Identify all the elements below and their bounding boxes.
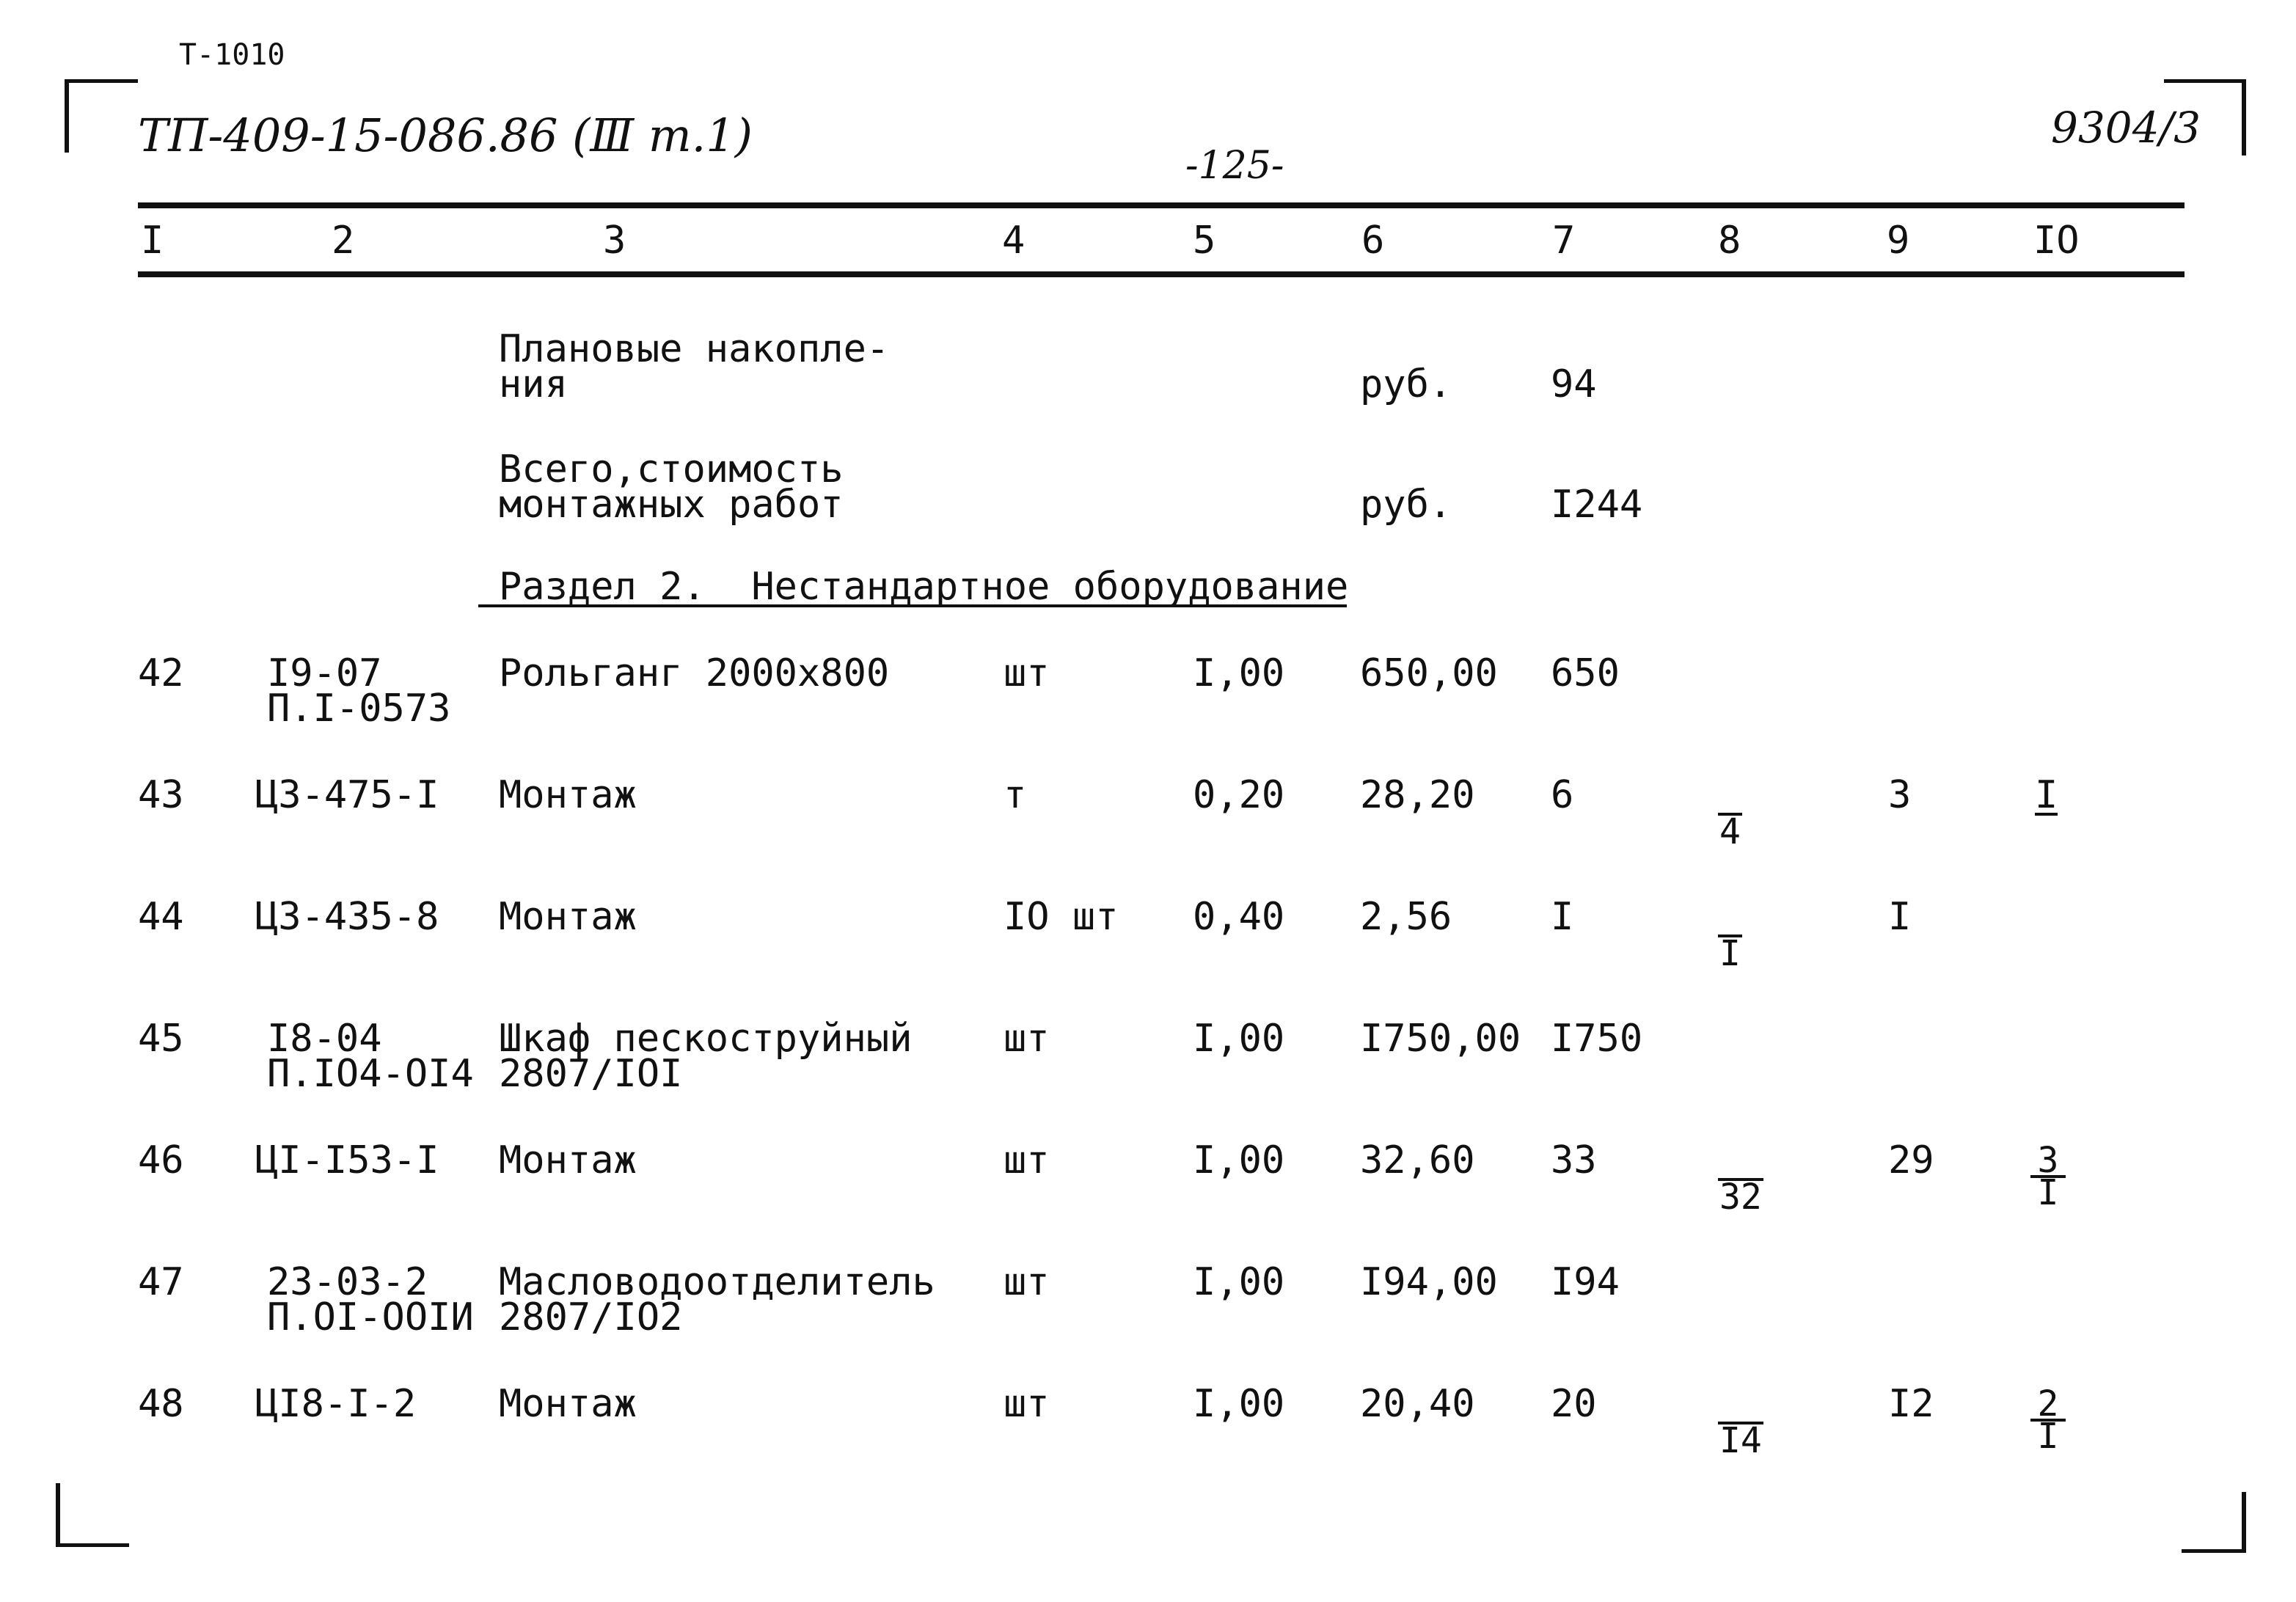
row-quantity: I,00: [1193, 1017, 1285, 1061]
row-unit-price: 20,40: [1360, 1382, 1475, 1426]
summary-unit: руб.: [1360, 362, 1452, 406]
row-name: Монтаж: [499, 1382, 637, 1426]
row-col9-value: 29: [1888, 1138, 1934, 1182]
row-unit-price: 650,00: [1360, 651, 1498, 695]
row-number: 45: [138, 1017, 184, 1061]
table-rule-header: [138, 271, 2185, 277]
row-unit: шт: [1003, 1017, 1050, 1061]
row-quantity: I,00: [1193, 1260, 1285, 1304]
row-total: 33: [1551, 1138, 1597, 1182]
row-code: I8-04 П.IO4-OI4: [267, 1017, 474, 1096]
column-header: 2: [332, 219, 355, 263]
row-unit-price: 32,60: [1360, 1138, 1475, 1182]
row-number: 47: [138, 1260, 184, 1304]
row-quantity: I,00: [1193, 1382, 1285, 1426]
row-unit-price: 2,56: [1360, 895, 1452, 939]
row-quantity: I,00: [1193, 1138, 1285, 1182]
column-header: 7: [1552, 219, 1576, 263]
row-col9-value: I2: [1888, 1382, 1934, 1426]
row-quantity: I,00: [1193, 651, 1285, 695]
row-col10-fraction: [2030, 1140, 2066, 1213]
row-unit: шт: [1003, 1138, 1050, 1182]
table-rule-top: [138, 202, 2185, 208]
row-unit-price: I94,00: [1360, 1260, 1498, 1304]
row-unit: шт: [1003, 1260, 1050, 1304]
column-header: 6: [1361, 219, 1385, 263]
column-header: 5: [1193, 219, 1216, 263]
fraction-denominator: I: [2037, 1172, 2059, 1213]
row-quantity: 0,40: [1193, 895, 1285, 939]
row-number: 43: [138, 773, 184, 817]
summary-total: I244: [1551, 483, 1643, 527]
archive-number: 9304/3: [2051, 103, 2201, 153]
row-col8-value: I: [1719, 933, 1741, 974]
column-header: 8: [1718, 219, 1741, 263]
column-header: 9: [1887, 219, 1910, 263]
row-name: Монтаж: [499, 773, 637, 817]
row-total: 6: [1551, 773, 1574, 817]
row-total: 20: [1551, 1382, 1597, 1426]
corner-mark-bottom-left: [56, 1483, 60, 1546]
column-header: I: [141, 219, 164, 263]
summary-name: Всего,стоимость монтажных работ: [499, 447, 844, 527]
row-name: Масловодоотделитель 2807/IO2: [499, 1260, 935, 1339]
row-name: Монтаж: [499, 1138, 637, 1182]
row-code: ЦЗ-475-I: [255, 773, 439, 817]
row-col8-value: 4: [1719, 811, 1741, 852]
column-header: 3: [603, 219, 626, 263]
corner-mark-top-left: [65, 79, 138, 83]
row-code: 23-03-2 П.OI-OOIИ: [267, 1260, 474, 1339]
row-unit-price: I750,00: [1360, 1017, 1521, 1061]
document-code: Т-1010: [179, 38, 285, 72]
row-number: 44: [138, 895, 184, 939]
corner-mark-top-right: [2242, 79, 2246, 156]
row-total: I750: [1551, 1017, 1643, 1061]
fraction-numerator: 2: [2030, 1389, 2066, 1422]
row-total: I94: [1551, 1260, 1620, 1304]
project-code: ТП-409-15-086.86 (Ⅲ т.1): [138, 109, 753, 162]
summary-unit: руб.: [1360, 483, 1452, 527]
row-name: Рольганг 2000x800: [499, 651, 890, 695]
row-col10-fraction: [2030, 1383, 2066, 1457]
row-name: Шкаф пескоструйный 2807/IOI: [499, 1017, 913, 1096]
page-number: -125-: [1185, 144, 1284, 188]
row-total: I: [1551, 895, 1574, 939]
row-code: I9-07 П.I-0573: [267, 651, 451, 731]
row-col8-value: I4: [1719, 1420, 1762, 1461]
corner-mark-bottom-left: [56, 1543, 129, 1547]
row-quantity: 0,20: [1193, 773, 1285, 817]
column-header: 4: [1002, 219, 1025, 263]
row-unit: шт: [1003, 1382, 1050, 1426]
row-number: 48: [138, 1382, 184, 1426]
summary-name: Плановые накопле- ния: [499, 327, 890, 406]
row-unit: шт: [1003, 651, 1050, 695]
row-code: ЦЗ-435-8: [255, 895, 439, 939]
row-col9-value: I: [1888, 895, 1912, 939]
corner-mark-top-left: [65, 79, 69, 153]
row-number: 42: [138, 651, 184, 695]
row-unit-price: 28,20: [1360, 773, 1475, 817]
row-name: Монтаж: [499, 895, 637, 939]
row-unit: IO шт: [1003, 895, 1119, 939]
row-col9-value: 3: [1888, 773, 1912, 817]
corner-mark-bottom-right: [2242, 1492, 2246, 1552]
column-header: IO: [2033, 219, 2080, 263]
corner-mark-top-right: [2164, 79, 2246, 83]
row-code: ЦI-I53-I: [255, 1138, 439, 1182]
row-code: ЦI8-I-2: [255, 1382, 417, 1426]
summary-total: 94: [1551, 362, 1597, 406]
fraction-numerator: 3: [2030, 1146, 2066, 1178]
row-col10-value: I: [2035, 773, 2058, 817]
row-number: 46: [138, 1138, 184, 1182]
section-title: Раздел 2. Нестандартное оборудование: [478, 569, 1347, 607]
corner-mark-bottom-right: [2182, 1549, 2246, 1553]
row-col8-value: 32: [1719, 1177, 1762, 1218]
row-unit: т: [1003, 773, 1027, 817]
row-total: 650: [1551, 651, 1620, 695]
fraction-denominator: I: [2037, 1416, 2059, 1457]
